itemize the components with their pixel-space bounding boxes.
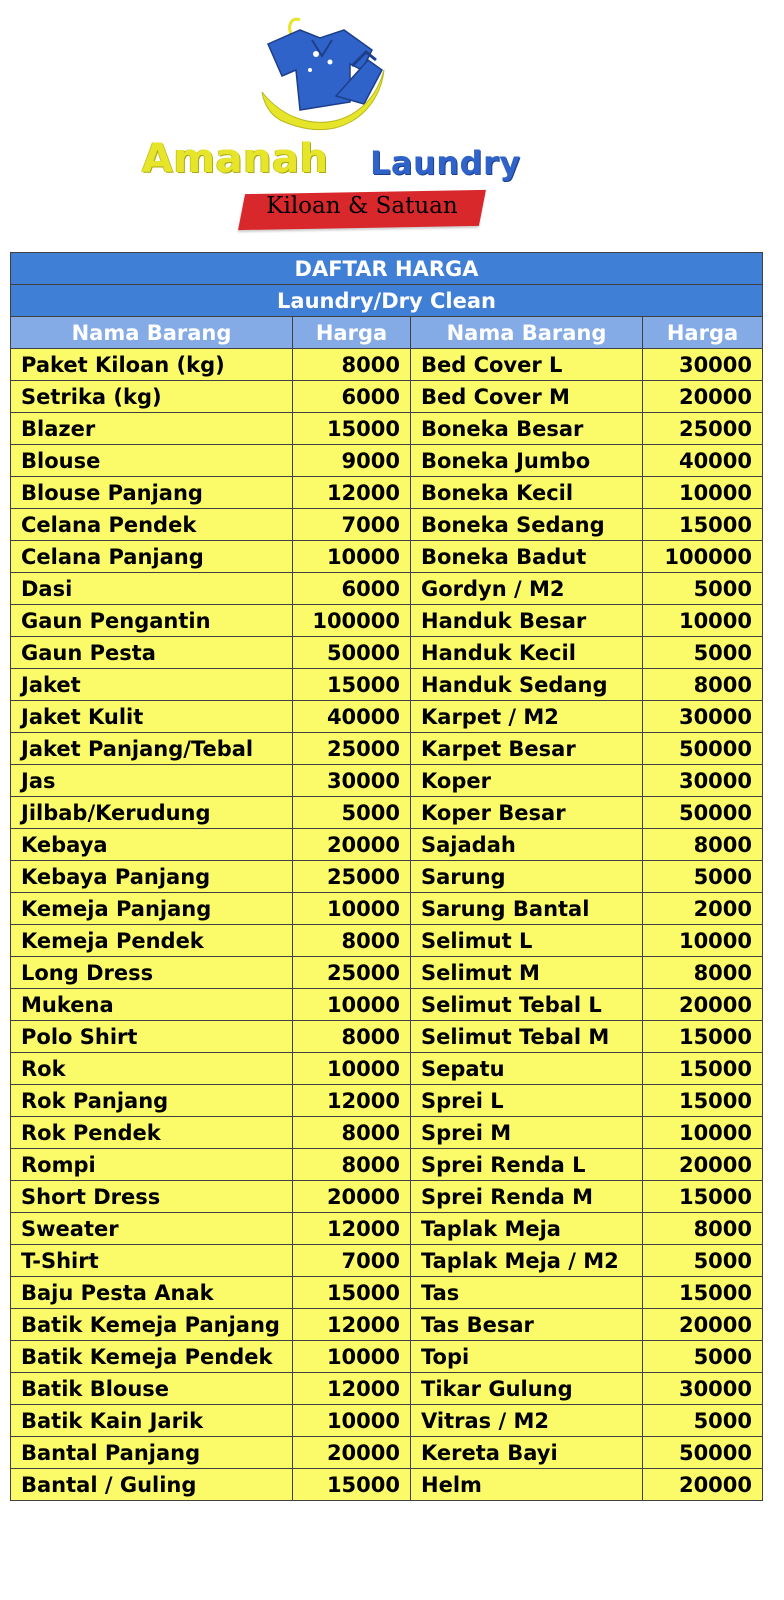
- item-price: 30000: [643, 765, 763, 797]
- item-name: Sarung: [411, 861, 643, 893]
- item-name: Taplak Meja / M2: [411, 1245, 643, 1277]
- table-row: [11, 1021, 763, 1053]
- item-price: 8000: [643, 669, 763, 701]
- item-name: Sepatu: [411, 1053, 643, 1085]
- brand-name-secondary: Laundry: [370, 144, 521, 182]
- item-price: 10000: [643, 925, 763, 957]
- item-name: Selimut M: [411, 957, 643, 989]
- table-row: [11, 1181, 763, 1213]
- table-row: [11, 1149, 763, 1181]
- table-row: [11, 1117, 763, 1149]
- item-price: 100000: [643, 541, 763, 573]
- item-name: Karpet Besar: [411, 733, 643, 765]
- item-price: 6000: [293, 573, 411, 605]
- item-price: 15000: [293, 1469, 411, 1501]
- item-name: Tas Besar: [411, 1309, 643, 1341]
- item-price: 10000: [293, 1341, 411, 1373]
- item-name: Bantal Panjang: [11, 1437, 293, 1469]
- item-name: Kebaya: [11, 829, 293, 861]
- item-name: Sprei M: [411, 1117, 643, 1149]
- table-row: [11, 445, 763, 477]
- item-price: 8000: [293, 349, 411, 381]
- item-price: 10000: [293, 893, 411, 925]
- item-name: T-Shirt: [11, 1245, 293, 1277]
- item-name: Kereta Bayi: [411, 1437, 643, 1469]
- item-name: Long Dress: [11, 957, 293, 989]
- item-price: 8000: [643, 957, 763, 989]
- item-price: 50000: [293, 637, 411, 669]
- table-row: [11, 573, 763, 605]
- table-row: [11, 1437, 763, 1469]
- item-price: 8000: [293, 1021, 411, 1053]
- table-row: [11, 1213, 763, 1245]
- table-row: [11, 701, 763, 733]
- item-name: Gaun Pesta: [11, 637, 293, 669]
- item-price: 10000: [643, 1117, 763, 1149]
- item-price: 5000: [293, 797, 411, 829]
- table-row: [11, 413, 763, 445]
- item-price: 8000: [293, 925, 411, 957]
- item-price: 15000: [293, 413, 411, 445]
- item-name: Sarung Bantal: [411, 893, 643, 925]
- item-name: Boneka Jumbo: [411, 445, 643, 477]
- item-name: Boneka Badut: [411, 541, 643, 573]
- item-price: 12000: [293, 477, 411, 509]
- item-name: Boneka Besar: [411, 413, 643, 445]
- item-name: Rok: [11, 1053, 293, 1085]
- item-name: Gordyn / M2: [411, 573, 643, 605]
- table-row: [11, 1053, 763, 1085]
- item-name: Topi: [411, 1341, 643, 1373]
- item-name: Kemeja Pendek: [11, 925, 293, 957]
- item-price: 25000: [293, 861, 411, 893]
- item-name: Blazer: [11, 413, 293, 445]
- item-price: 20000: [293, 1181, 411, 1213]
- item-price: 9000: [293, 445, 411, 477]
- table-row: [11, 861, 763, 893]
- item-price: 100000: [293, 605, 411, 637]
- table-row: [11, 381, 763, 413]
- item-price: 10000: [293, 1053, 411, 1085]
- item-name: Kebaya Panjang: [11, 861, 293, 893]
- item-name: Blouse: [11, 445, 293, 477]
- item-price: 10000: [293, 1405, 411, 1437]
- column-header-name: Nama Barang: [11, 317, 293, 349]
- table-row: [11, 925, 763, 957]
- item-price: 15000: [643, 1021, 763, 1053]
- item-price: 20000: [643, 381, 763, 413]
- item-name: Rok Pendek: [11, 1117, 293, 1149]
- item-name: Bed Cover L: [411, 349, 643, 381]
- item-price: 25000: [293, 733, 411, 765]
- table-row: [11, 1277, 763, 1309]
- item-name: Kemeja Panjang: [11, 893, 293, 925]
- item-price: 25000: [293, 957, 411, 989]
- item-name: Boneka Kecil: [411, 477, 643, 509]
- item-name: Sprei Renda M: [411, 1181, 643, 1213]
- item-name: Sweater: [11, 1213, 293, 1245]
- item-name: Paket Kiloan (kg): [11, 349, 293, 381]
- item-name: Gaun Pengantin: [11, 605, 293, 637]
- item-name: Karpet / M2: [411, 701, 643, 733]
- item-price: 5000: [643, 1405, 763, 1437]
- table-row: [11, 1245, 763, 1277]
- item-price: 10000: [293, 541, 411, 573]
- item-price: 6000: [293, 381, 411, 413]
- item-price: 2000: [643, 893, 763, 925]
- item-price: 15000: [643, 509, 763, 541]
- item-name: Sprei Renda L: [411, 1149, 643, 1181]
- item-price: 15000: [293, 669, 411, 701]
- item-price: 10000: [643, 605, 763, 637]
- item-name: Taplak Meja: [411, 1213, 643, 1245]
- item-price: 5000: [643, 1245, 763, 1277]
- table-row: [11, 1085, 763, 1117]
- item-price: 7000: [293, 509, 411, 541]
- table-subtitle: Laundry/Dry Clean: [11, 285, 763, 317]
- table-row: [11, 1309, 763, 1341]
- item-price: 25000: [643, 413, 763, 445]
- tagline: Kiloan & Satuan: [266, 193, 458, 219]
- table-row: [11, 1405, 763, 1437]
- item-name: Rompi: [11, 1149, 293, 1181]
- item-price: 50000: [643, 797, 763, 829]
- item-price: 5000: [643, 573, 763, 605]
- item-name: Handuk Sedang: [411, 669, 643, 701]
- item-price: 10000: [643, 477, 763, 509]
- item-price: 12000: [293, 1085, 411, 1117]
- table-row: [11, 957, 763, 989]
- item-price: 20000: [643, 1309, 763, 1341]
- item-name: Batik Kain Jarik: [11, 1405, 293, 1437]
- item-price: 20000: [643, 989, 763, 1021]
- item-price: 30000: [643, 701, 763, 733]
- item-name: Tikar Gulung: [411, 1373, 643, 1405]
- item-price: 50000: [643, 1437, 763, 1469]
- logo: [0, 0, 784, 256]
- table-body: [11, 349, 763, 1501]
- item-name: Tas: [411, 1277, 643, 1309]
- item-name: Jaket: [11, 669, 293, 701]
- item-name: Helm: [411, 1469, 643, 1501]
- item-name: Bed Cover M: [411, 381, 643, 413]
- item-name: Boneka Sedang: [411, 509, 643, 541]
- table-row: [11, 1469, 763, 1501]
- table-row: [11, 669, 763, 701]
- item-price: 20000: [643, 1469, 763, 1501]
- item-name: Jilbab/Kerudung: [11, 797, 293, 829]
- item-name: Koper: [411, 765, 643, 797]
- item-price: 10000: [293, 989, 411, 1021]
- item-name: Selimut Tebal L: [411, 989, 643, 1021]
- item-name: Short Dress: [11, 1181, 293, 1213]
- column-header-price: Harga: [643, 317, 763, 349]
- table-row: [11, 1341, 763, 1373]
- item-name: Celana Panjang: [11, 541, 293, 573]
- item-name: Handuk Kecil: [411, 637, 643, 669]
- item-name: Sprei L: [411, 1085, 643, 1117]
- item-price: 8000: [643, 829, 763, 861]
- item-name: Dasi: [11, 573, 293, 605]
- table-row: [11, 509, 763, 541]
- table-row: [11, 477, 763, 509]
- item-name: Jas: [11, 765, 293, 797]
- table-row: [11, 1373, 763, 1405]
- item-name: Handuk Besar: [411, 605, 643, 637]
- table-row: [11, 637, 763, 669]
- item-name: Selimut Tebal M: [411, 1021, 643, 1053]
- item-price: 7000: [293, 1245, 411, 1277]
- item-name: Jaket Kulit: [11, 701, 293, 733]
- table-row: [11, 349, 763, 381]
- table-row: [11, 829, 763, 861]
- item-price: 30000: [293, 765, 411, 797]
- brand-name-primary: Amanah: [142, 136, 329, 182]
- item-name: Batik Kemeja Pendek: [11, 1341, 293, 1373]
- item-price: 8000: [293, 1117, 411, 1149]
- table-row: [11, 893, 763, 925]
- item-price: 8000: [643, 1213, 763, 1245]
- item-price: 12000: [293, 1373, 411, 1405]
- item-name: Batik Kemeja Panjang: [11, 1309, 293, 1341]
- item-price: 15000: [643, 1053, 763, 1085]
- table-title: DAFTAR HARGA: [11, 253, 763, 285]
- item-name: Batik Blouse: [11, 1373, 293, 1405]
- item-name: Koper Besar: [411, 797, 643, 829]
- item-name: Polo Shirt: [11, 1021, 293, 1053]
- item-price: 5000: [643, 861, 763, 893]
- table-row: [11, 605, 763, 637]
- table-row: [11, 541, 763, 573]
- item-price: 15000: [643, 1085, 763, 1117]
- item-price: 5000: [643, 637, 763, 669]
- item-name: Mukena: [11, 989, 293, 1021]
- item-name: Selimut L: [411, 925, 643, 957]
- price-table: [10, 252, 763, 1501]
- item-price: 12000: [293, 1213, 411, 1245]
- item-price: 15000: [293, 1277, 411, 1309]
- item-price: 40000: [293, 701, 411, 733]
- item-name: Blouse Panjang: [11, 477, 293, 509]
- item-name: Bantal / Guling: [11, 1469, 293, 1501]
- table-row: [11, 733, 763, 765]
- item-price: 8000: [293, 1149, 411, 1181]
- item-price: 30000: [643, 1373, 763, 1405]
- item-name: Celana Pendek: [11, 509, 293, 541]
- table-row: [11, 989, 763, 1021]
- item-price: 20000: [293, 829, 411, 861]
- item-price: 5000: [643, 1341, 763, 1373]
- table-row: [11, 797, 763, 829]
- item-price: 15000: [643, 1181, 763, 1213]
- column-header-price: Harga: [293, 317, 411, 349]
- item-price: 12000: [293, 1309, 411, 1341]
- column-header-name: Nama Barang: [411, 317, 643, 349]
- item-price: 20000: [643, 1149, 763, 1181]
- item-name: Jaket Panjang/Tebal: [11, 733, 293, 765]
- item-price: 15000: [643, 1277, 763, 1309]
- item-name: Baju Pesta Anak: [11, 1277, 293, 1309]
- item-price: 40000: [643, 445, 763, 477]
- item-name: Setrika (kg): [11, 381, 293, 413]
- item-price: 30000: [643, 349, 763, 381]
- table-row: [11, 765, 763, 797]
- item-name: Rok Panjang: [11, 1085, 293, 1117]
- item-name: Sajadah: [411, 829, 643, 861]
- item-name: Vitras / M2: [411, 1405, 643, 1437]
- item-price: 20000: [293, 1437, 411, 1469]
- item-price: 50000: [643, 733, 763, 765]
